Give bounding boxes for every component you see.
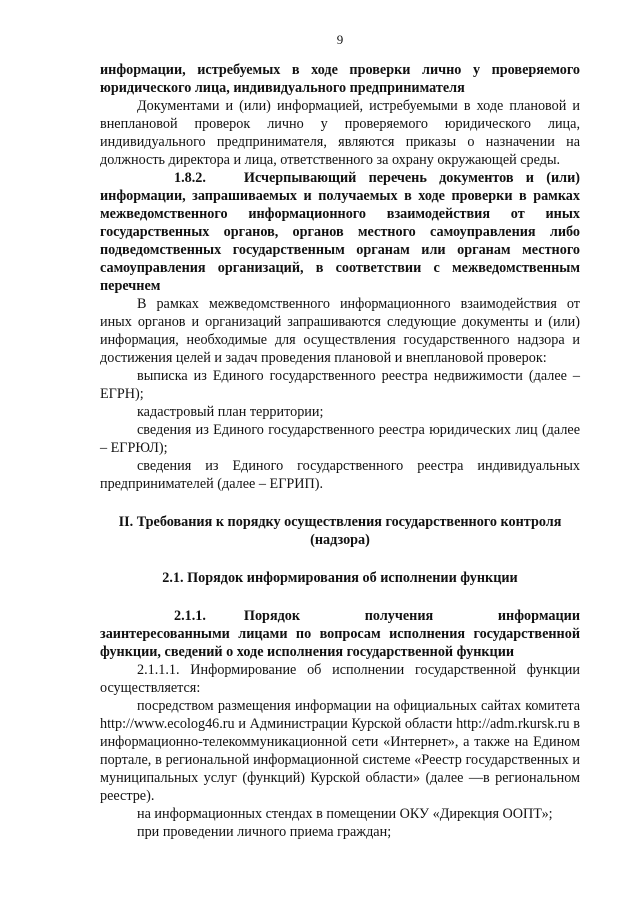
section-title: Порядок получения информации заинтересованными лицами по вопросам исполнения государственной функции, сведений о ходе исполнения государственной функции	[100, 608, 580, 660]
section-heading-1-8-2	[100, 169, 580, 295]
paragraph-interagency: В рамках межведомственного информационного взаимодействия от иных органов и организаций запрашиваются следующие документы и (или) информация, необходимые для осуществления государственного надзора и достижения целей и задач проведения плановой и внеплановой проверок:	[100, 296, 580, 366]
section-number: 1.8.2.	[174, 170, 206, 186]
list-item-cadastral-plan: кадастровый план территории;	[137, 404, 324, 420]
list-item-egrip: сведения из Единого государственного реестра индивидуальных предпринимателей (далее – ЕГРИП).	[100, 458, 580, 492]
paragraph-websites: посредством размещения информации на официальных сайтах комитета http://www.ecolog46.ru и Администрации Курской области http://adm.rkursk.ru в информационно-телекоммуникационной сети «Интернет», а также на Едином портале, в региональной информационной системе «Реестр государственных и муниципальных услуг (функций) Курской области» (далее —в региональном реестре).	[100, 698, 580, 804]
section-number: 2.1.1.	[174, 608, 206, 624]
heading-continuation: информации, истребуемых в ходе проверки лично у проверяемого юридического лица, индивидуального предпринимателя	[100, 62, 580, 96]
paragraph-2-1-1-1: 2.1.1.1. Информирование об исполнении государственной функции осуществляется:	[100, 662, 580, 696]
section-title: Исчерпывающий перечень документов и (или) информации, запрашиваемых и получаемых в ходе проверки в рамках межведомственного информационного взаимодействия от иных государственных органов, органов местного самоуправления либо подведомственных государственным органам или органам местного самоуправления организаций, в соответствии с межведомственным перечнем	[100, 170, 580, 294]
chapter-heading-2: II. Требования к порядку осуществления государственного контроля (надзора)	[118, 514, 562, 548]
section-heading-2-1: 2.1. Порядок информирования об исполнении функции	[162, 570, 518, 586]
list-item-egrn: выписка из Единого государственного реестра недвижимости (далее – ЕГРН);	[100, 368, 580, 402]
paragraph-personal-reception: при проведении личного приема граждан;	[137, 824, 392, 840]
page-number: 9	[336, 32, 344, 47]
paragraph-documents: Документами и (или) информацией, истребуемыми в ходе плановой и внеплановой проверок лично у проверяемого юридического лица, индивидуального предпринимателя, являются приказы о назначении на должность директора и лица, ответственного за охрану окружающей среды.	[100, 98, 580, 168]
list-item-egrul: сведения из Единого государственного реестра юридических лиц (далее – ЕГРЮЛ);	[100, 422, 580, 456]
section-heading-2-1-1	[100, 607, 580, 661]
paragraph-info-stands: на информационных стендах в помещении ОКУ «Дирекция ООПТ»;	[137, 806, 553, 822]
